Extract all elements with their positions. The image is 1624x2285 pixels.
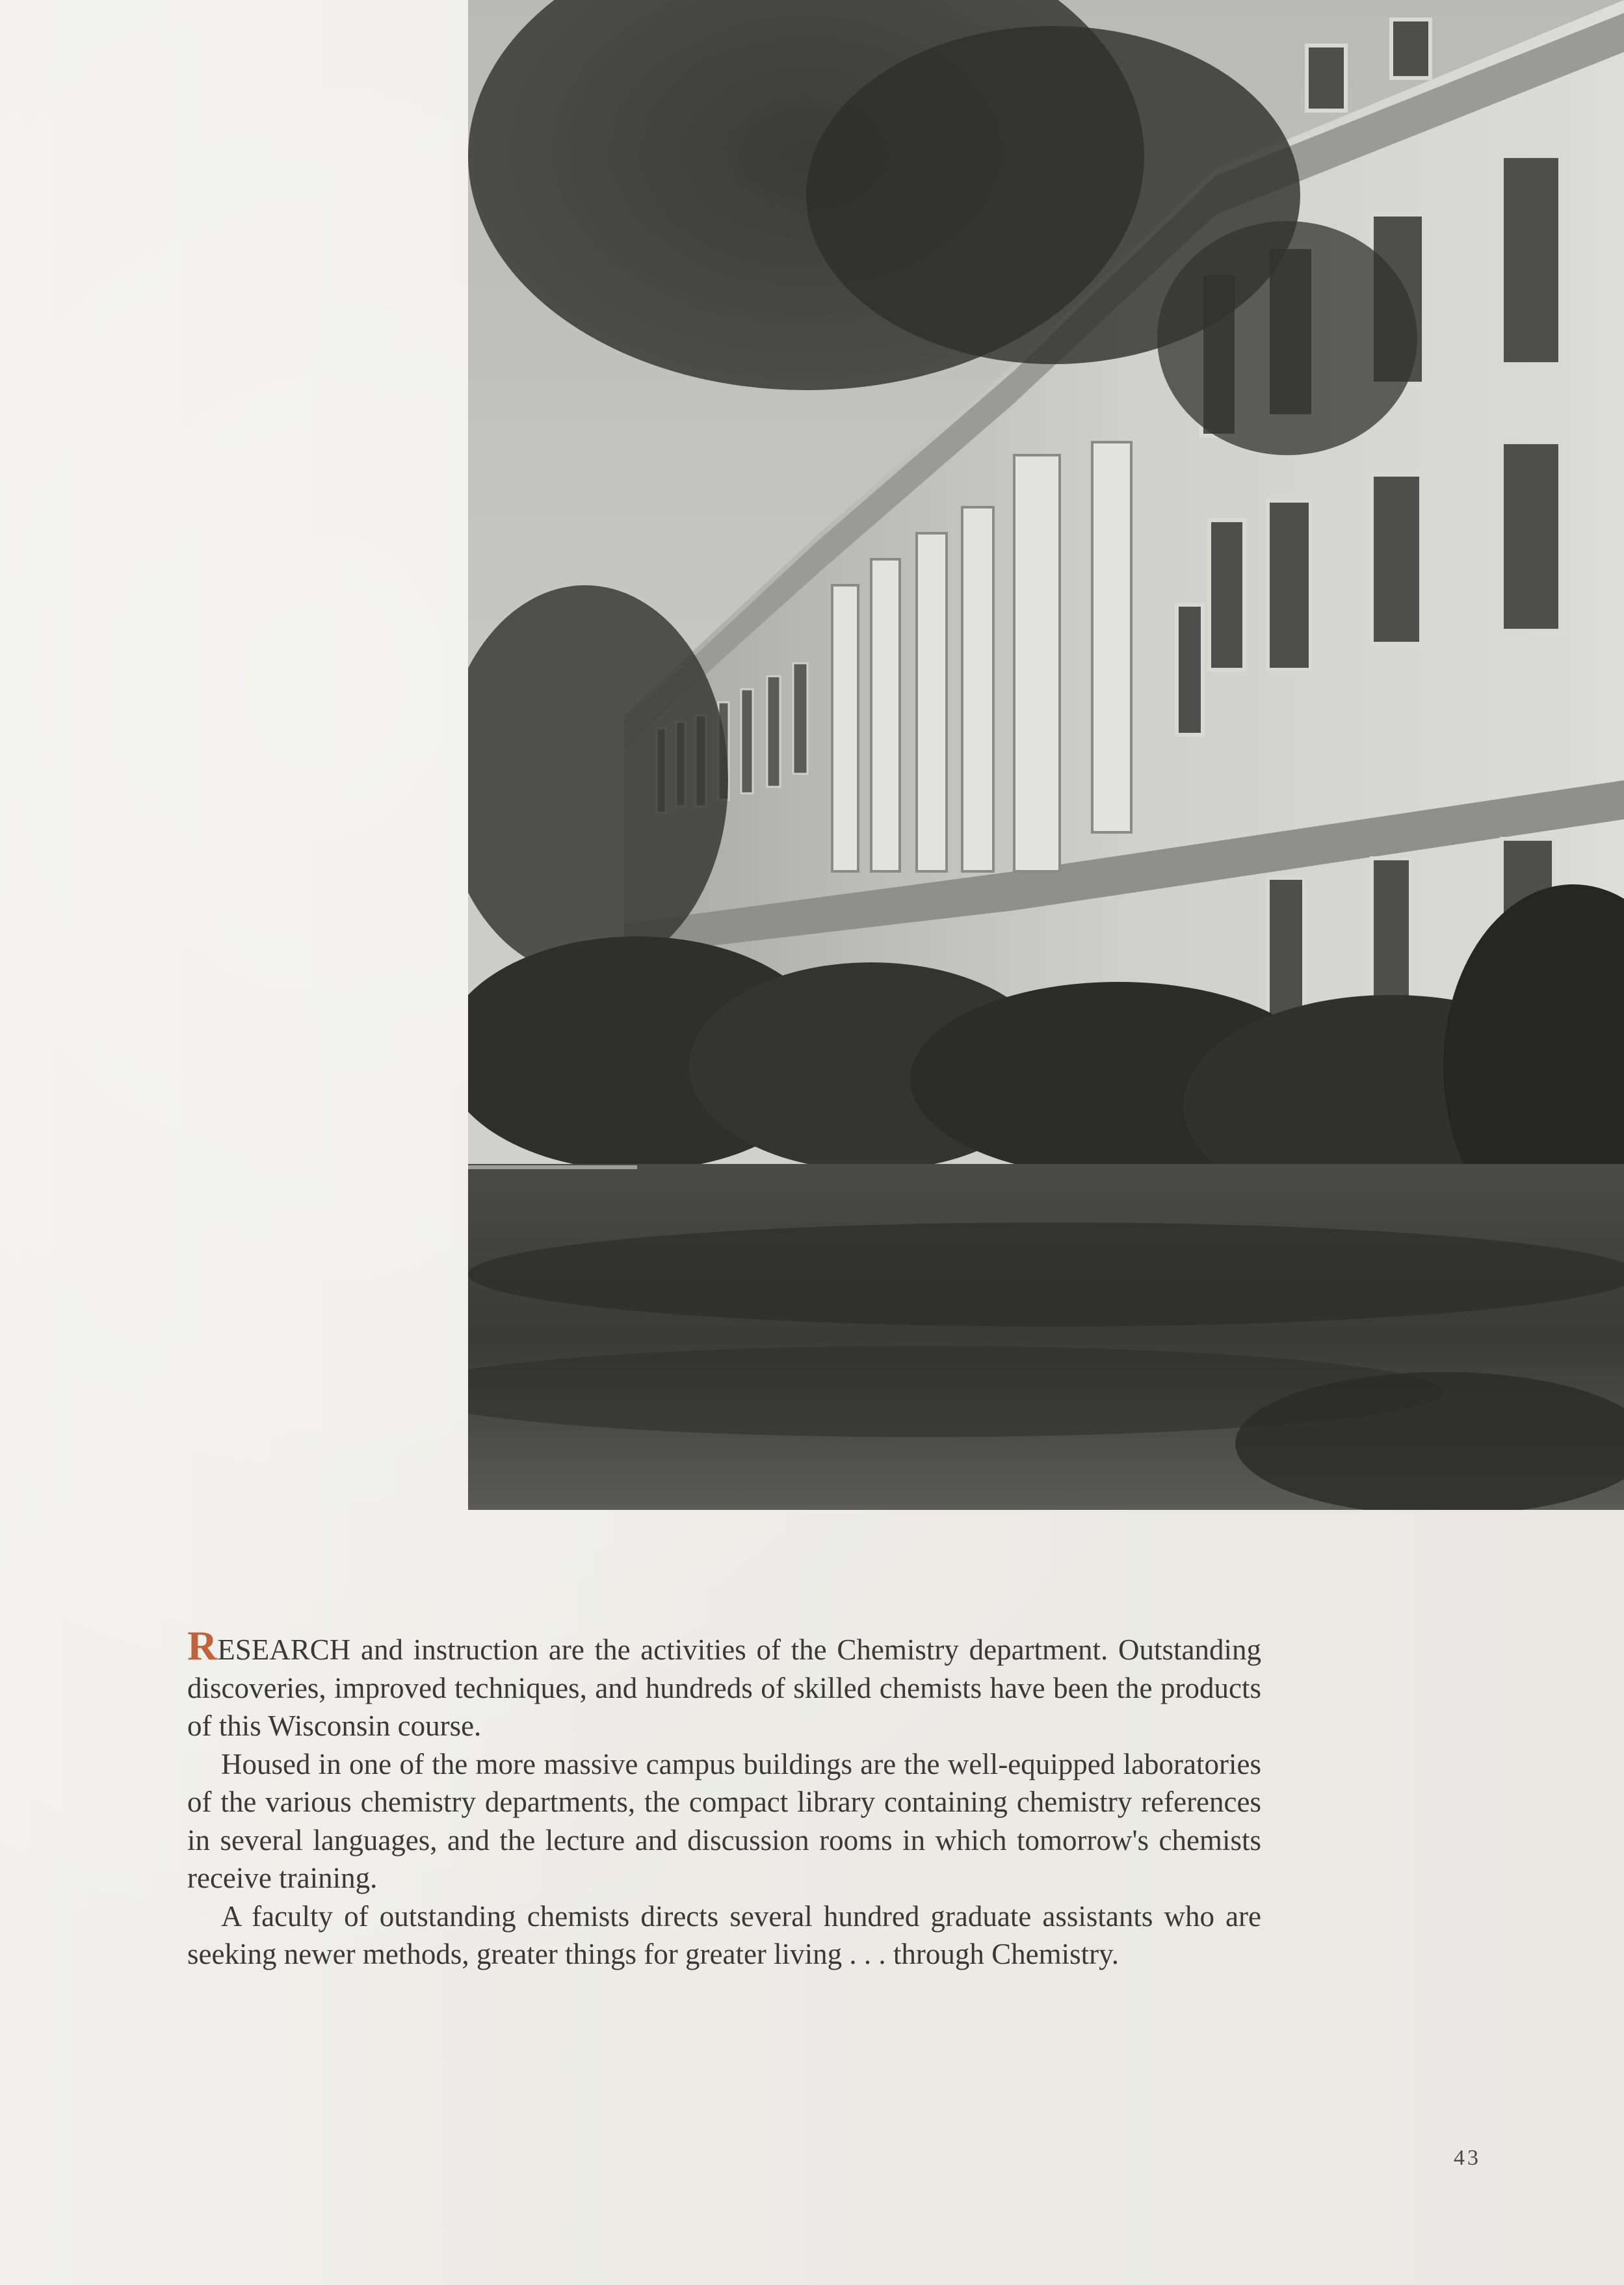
dropcap: R <box>187 1622 218 1669</box>
paragraph-1 <box>187 1622 1261 1745</box>
body-text <box>187 1622 1261 1974</box>
photo-illustration <box>468 0 1624 1510</box>
paragraph-3: A faculty of outstanding chemists directs several hundred graduate assistants who are seeking newer methods, greater things for greater living . . . through Chemistry. <box>187 1899 1261 1970</box>
page-number: 43 <box>1454 2146 1481 2170</box>
paragraph-1-text: ESEARCH and instruction are the activities of the Chemistry department. Outstanding discoveries, improved techniques, and hundreds of skilled chemists have been the products of this Wisconsin course. <box>187 1633 1261 1742</box>
paragraph-2: Housed in one of the more massive campus buildings are the well-equipped laboratories of the various chemistry departments, the compact library containing chemistry references in several languages, and the lecture and discussion rooms in which tomorrow's chemists receive training. <box>187 1747 1261 1894</box>
chemistry-building-photo <box>468 0 1624 1510</box>
